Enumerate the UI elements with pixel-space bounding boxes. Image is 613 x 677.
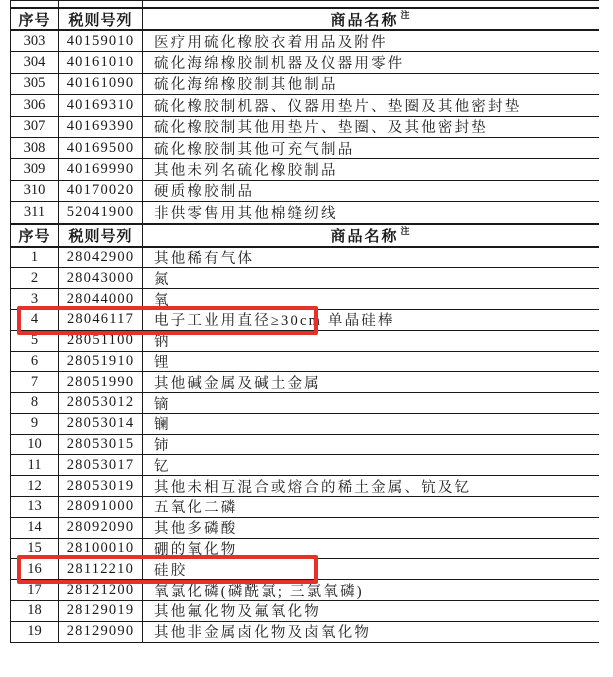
row-tariff-code: 28042900: [58, 248, 142, 268]
row-product-name: 医疗用硫化橡胶衣着用品及附件: [142, 31, 599, 51]
table-row: [11, 117, 599, 138]
row-tariff-code: 40169390: [58, 117, 142, 137]
row-product-name: 氮: [142, 268, 599, 288]
table2-body: [11, 248, 599, 643]
row-product-name: 非供零售用其他棉缝纫线: [142, 202, 599, 222]
row-product-name: 其他氟化物及氟氧化物: [142, 601, 599, 621]
table-row: [11, 372, 599, 393]
row-tariff-code: 40161010: [58, 52, 142, 72]
row-product-name: 硫化海绵橡胶制机器及仪器用零件: [142, 52, 599, 72]
table2-header-row: [11, 224, 599, 248]
table-row: [11, 518, 599, 539]
row-tariff-code: 40169990: [58, 159, 142, 179]
row-product-name: 硅胶: [142, 559, 599, 579]
row-serial-number: 9: [30, 415, 39, 432]
table-row: [11, 580, 599, 601]
row-serial-number: 17: [27, 581, 42, 598]
row-product-name: 电子工业用直径≥30cm 单晶硅棒: [142, 310, 599, 330]
note-superscript: 注: [400, 225, 412, 236]
row-tariff-code: 52041900: [58, 202, 142, 222]
table1-header-row: [11, 7, 599, 31]
row-tariff-code: 40159010: [58, 31, 142, 51]
row-serial-number: 13: [27, 498, 42, 515]
row-tariff-code: 28121200: [58, 580, 142, 600]
row-product-name: 硫化橡胶制机器、仪器用垫片、垫圈及其他密封垫: [142, 95, 599, 115]
table1-header-code: 税则号列: [58, 9, 142, 29]
table-row: [11, 497, 599, 518]
table2-header-name-label: 商品名称: [330, 228, 399, 245]
row-serial-number: 305: [23, 75, 46, 92]
table-row: [11, 622, 599, 643]
row-serial-number: 307: [23, 118, 46, 135]
row-serial-number: 308: [23, 139, 46, 156]
row-serial-number: 7: [30, 373, 39, 390]
row-product-name: 其他碱金属及碱土金属: [142, 372, 599, 392]
table-row: [11, 74, 599, 95]
row-product-name: 镧: [142, 414, 599, 434]
row-product-name: 钠: [142, 331, 599, 351]
row-serial-number: 3: [30, 290, 39, 307]
table-row: [11, 95, 599, 116]
table-row: [11, 181, 599, 202]
sliver-code-cell: [58, 1, 142, 7]
row-tariff-code: 28053014: [58, 414, 142, 434]
table-row: [11, 138, 599, 159]
row-tariff-code: 28044000: [58, 289, 142, 309]
row-product-name: 其他多磷酸: [142, 518, 599, 538]
row-tariff-code: 28091000: [58, 497, 142, 517]
table-row: [11, 331, 599, 352]
row-serial-number: 11: [27, 456, 42, 473]
sliver-serial-cell: [11, 1, 58, 7]
row-tariff-code: 40170020: [58, 181, 142, 201]
table2-header-name: [142, 225, 599, 246]
row-tariff-code: 28053012: [58, 393, 142, 413]
table-row-highlighted: [11, 310, 599, 331]
row-tariff-code: 40161090: [58, 74, 142, 94]
row-tariff-code: 28043000: [58, 268, 142, 288]
row-product-name: 铈: [142, 435, 599, 455]
row-product-name: 五氧化二磷: [142, 497, 599, 517]
table1-header-serial: 序号: [18, 12, 51, 29]
row-serial-number: 19: [27, 623, 42, 640]
row-tariff-code: 28046117: [58, 310, 142, 330]
row-product-name: 氧: [142, 289, 599, 309]
row-product-name: 其他非金属卤化物及卤氧化物: [142, 622, 599, 642]
row-product-name: 硼的氧化物: [142, 539, 599, 559]
row-product-name: 硬质橡胶制品: [142, 181, 599, 201]
sliver-name-cell: [142, 1, 599, 7]
table-row: [11, 202, 599, 223]
row-tariff-code: 28129019: [58, 601, 142, 621]
row-serial-number: 10: [27, 436, 42, 453]
row-product-name: 硫化橡胶制其他可充气制品: [142, 138, 599, 158]
table-row-highlighted: [11, 559, 599, 580]
table1-header-name-label: 商品名称: [330, 12, 399, 29]
table2-header-serial: 序号: [18, 228, 51, 245]
table-row: [11, 31, 599, 52]
table-row: [11, 52, 599, 73]
table-row: [11, 414, 599, 435]
table-row: [11, 476, 599, 497]
row-serial-number: 12: [27, 477, 42, 494]
row-product-name: 其他未相互混合或熔合的稀土金属、钪及钇: [142, 476, 599, 496]
row-serial-number: 2: [30, 269, 39, 286]
previous-row-sliver: [11, 0, 599, 7]
row-serial-number: 5: [30, 332, 39, 349]
row-product-name: 硫化橡胶制其他用垫片、垫圈、及其他密封垫: [142, 117, 599, 137]
row-serial-number: 1: [30, 248, 39, 265]
row-serial-number: 16: [27, 560, 42, 577]
table1-header-name: [142, 9, 599, 29]
table-row: [11, 289, 599, 310]
row-product-name: 硫化海绵橡胶制其他制品: [142, 74, 599, 94]
table-row: [11, 601, 599, 622]
row-serial-number: 6: [30, 352, 39, 369]
row-serial-number: 311: [23, 203, 46, 220]
row-serial-number: 306: [23, 96, 46, 113]
row-tariff-code: 40169500: [58, 138, 142, 158]
row-serial-number: 4: [30, 311, 39, 328]
row-product-name: 镝: [142, 393, 599, 413]
note-superscript: 注: [400, 9, 412, 20]
table-row: [11, 159, 599, 180]
row-tariff-code: 28092090: [58, 518, 142, 538]
row-tariff-code: 28051990: [58, 372, 142, 392]
row-tariff-code: 28051910: [58, 352, 142, 372]
row-product-name: 锂: [142, 352, 599, 372]
table2-header-code: 税则号列: [58, 225, 142, 246]
row-serial-number: 15: [27, 540, 42, 557]
table-row: [11, 268, 599, 289]
row-product-name: 氧氯化磷(磷酰氯; 三氯氧磷): [142, 580, 599, 600]
row-tariff-code: 28112210: [58, 559, 142, 579]
row-tariff-code: 28053017: [58, 455, 142, 475]
table-row: [11, 435, 599, 456]
row-serial-number: 14: [27, 519, 42, 536]
row-product-name: 钇: [142, 455, 599, 475]
table1-body: [11, 31, 599, 224]
row-serial-number: 304: [23, 54, 46, 71]
table-row: [11, 539, 599, 560]
row-tariff-code: 40169310: [58, 95, 142, 115]
row-serial-number: 310: [23, 182, 46, 199]
row-tariff-code: 28053015: [58, 435, 142, 455]
row-product-name: 其他未列名硫化橡胶制品: [142, 159, 599, 179]
row-serial-number: 309: [23, 161, 46, 178]
row-serial-number: 303: [23, 32, 46, 49]
table-row: [11, 352, 599, 373]
row-product-name: 其他稀有气体: [142, 248, 599, 268]
row-serial-number: 18: [27, 602, 42, 619]
row-tariff-code: 28051100: [58, 331, 142, 351]
row-tariff-code: 28053019: [58, 476, 142, 496]
row-tariff-code: 28129090: [58, 622, 142, 642]
row-serial-number: 8: [30, 394, 39, 411]
table-row: [11, 393, 599, 414]
table-row: [11, 455, 599, 476]
table-row: [11, 248, 599, 269]
row-tariff-code: 28100010: [58, 539, 142, 559]
tariff-table: [10, 0, 599, 643]
